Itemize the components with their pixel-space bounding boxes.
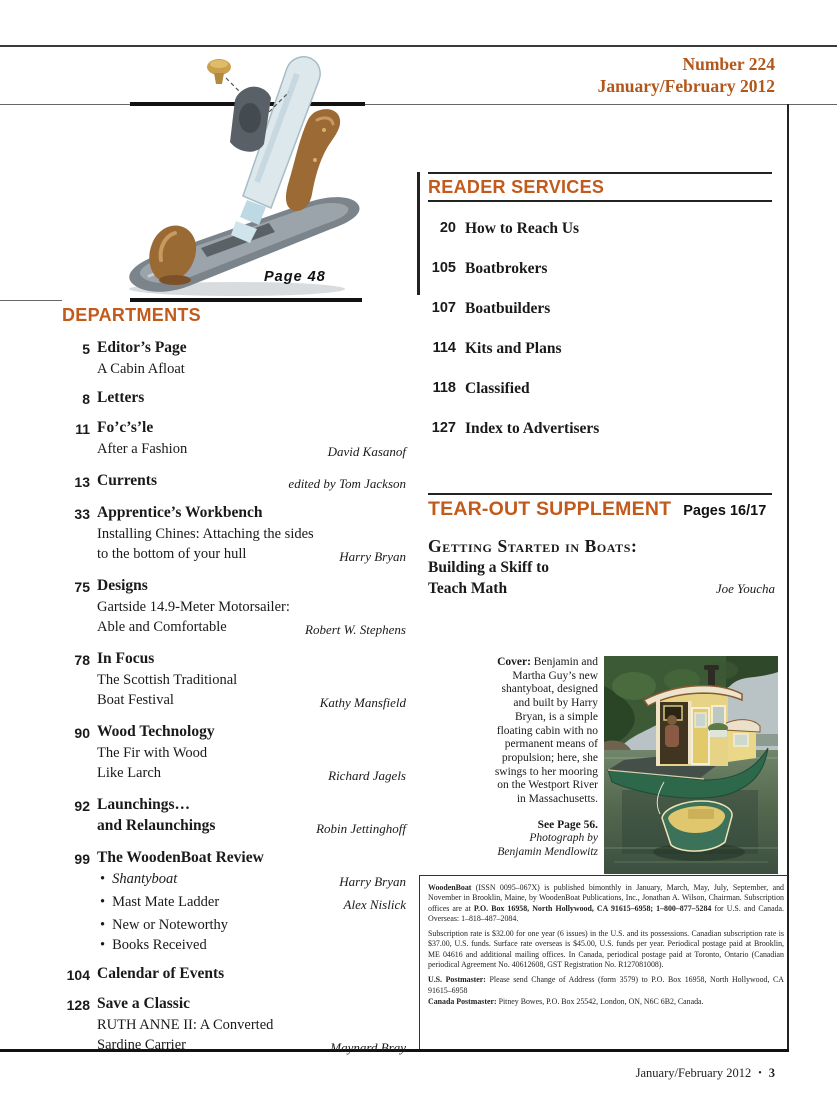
toc-item-title-row	[62, 722, 406, 743]
toc-item	[62, 848, 406, 955]
cover-see-page: See Page 56.	[537, 818, 598, 831]
toc-page-number: 104	[66, 967, 90, 983]
left-margin-rule	[0, 300, 62, 301]
toc-page-number: 13	[74, 474, 90, 490]
supplement-section	[428, 498, 775, 599]
issue-date: January/February 2012	[597, 76, 775, 96]
reader-services-title: Classified	[465, 380, 530, 397]
fine-print-paragraph	[428, 883, 784, 924]
toc-item-title: Editor’s Page	[97, 339, 187, 356]
toc-item-subtitle-row	[62, 743, 406, 763]
toc-item-author: Harry Bryan	[339, 549, 406, 564]
toc-item-subtitle-row	[62, 816, 406, 839]
toc-item	[62, 795, 406, 839]
reader-services-page-number: 127	[431, 420, 456, 436]
toc-item	[62, 649, 406, 713]
reader-services-item	[428, 220, 772, 237]
fine-print-top-rule	[419, 875, 788, 876]
supplement-pages: Pages 16/17	[683, 503, 767, 519]
toc-item-subtitle-row	[62, 1015, 406, 1035]
reader-services-heading: READER SERVICES	[428, 177, 605, 197]
toc-item-subtitle: The Fir with Wood	[97, 745, 208, 761]
toc-item	[62, 576, 406, 640]
toc-item	[62, 418, 406, 462]
fine-print-left-rule	[419, 875, 420, 1051]
toc-item-subtitle: Sardine Carrier	[97, 1037, 186, 1053]
cover-text-line: Cover: Benjamin and	[497, 656, 598, 668]
fine-print-text: (ISSN 0095–067X) is published bimonthly in January, March, May, July, September, and November in Brooklin, Maine, by WoodenBoat Publications, Inc., Jonathan A. Wilson, Chairman. Subscription offices are at	[428, 883, 784, 913]
fine-print-text: Canada Postmaster:	[428, 996, 497, 1006]
toc-item-author: Alex Nislick	[343, 897, 406, 912]
fine-print-paragraph	[428, 975, 784, 996]
cover-credit-line1: Photograph by	[529, 832, 598, 845]
toc-item-title-row	[62, 418, 406, 439]
cover-credit-line2: Benjamin Mendlowitz	[497, 846, 598, 859]
toc-item-subtitle: Installing Chines: Attaching the sides	[97, 526, 314, 542]
issue-header	[598, 53, 775, 97]
toc-item-title-row	[62, 795, 406, 816]
top-rule	[0, 45, 837, 47]
reader-services-title: Index to Advertisers	[465, 420, 600, 437]
toc-bullet-text: New or Noteworthy	[112, 917, 229, 933]
toc-page-number: 128	[66, 997, 90, 1013]
fine-print-text: Please send Change of Address (form 3579) to P.O. Box 16958, North Hollywood, CA 91615–6958	[428, 975, 784, 995]
toc-item-title: Currents	[97, 472, 157, 489]
toc-item-subtitle: After a Fashion	[97, 441, 188, 457]
toc-item	[62, 338, 406, 379]
page-footer	[636, 1066, 775, 1081]
supplement-top-rule	[428, 493, 772, 495]
toc-item-title: Fo’c’s’le	[97, 419, 154, 436]
toc-item	[62, 471, 406, 494]
toc-item-subtitle-row	[62, 439, 406, 462]
cover-description	[428, 656, 598, 860]
fine-print-paragraph	[428, 929, 784, 970]
toc-item-subtitle-row	[62, 763, 406, 786]
issue-number: Number 224	[682, 54, 775, 74]
toc-item-subtitle: Able and Comfortable	[97, 619, 227, 635]
supplement-title-row3	[428, 578, 775, 599]
toc-item-title: Launchings…	[97, 796, 191, 813]
toc-page-number: 11	[75, 421, 90, 437]
reader-services-title: How to Reach Us	[465, 220, 580, 237]
cover-text-line: floating cabin with no	[496, 724, 598, 737]
toc-item	[62, 964, 406, 985]
toc-item-title-row	[62, 994, 406, 1015]
toc-item-subtitle: A Cabin Afloat	[97, 361, 185, 377]
toc-page-number: 75	[74, 579, 90, 595]
footer-issue: January/February 2012	[635, 1066, 752, 1080]
toc-item-subtitle-row	[62, 597, 406, 617]
cover-text-line: Bryan, is a simple	[514, 710, 598, 723]
toc-item-title: The WoodenBoat Review	[97, 849, 264, 866]
toc-item-title: Letters	[97, 389, 145, 406]
toc-item-subtitle-row	[62, 670, 406, 690]
bullet-icon: •	[100, 917, 106, 933]
toc-item	[62, 994, 406, 1058]
toc-item-author: David Kasanof	[327, 444, 406, 459]
reader-services-bottom-rule	[428, 200, 772, 202]
fine-print-text: for U.S. and Canada. Overseas: 1–818–487–2084.	[428, 903, 784, 923]
toc-page-number: 90	[74, 725, 90, 741]
fine-print-text: P.O. Box 16958, North Hollywood, CA 91615–6958; 1–800–877–5284	[473, 903, 712, 913]
toc-review-bullet-row	[62, 915, 406, 935]
fine-print-paragraph	[428, 997, 784, 1007]
toc-item-author: Kathy Mansfield	[319, 695, 406, 710]
toc-item-author: Harry Bryan	[339, 874, 406, 889]
toc-bullet-text: Books Received	[112, 937, 207, 953]
toc-item-subtitle: RUTH ANNE II: A Converted	[97, 1017, 274, 1033]
illustration-caption: Page 48	[264, 269, 326, 285]
toc-item-title: Calendar of Events	[97, 965, 225, 982]
fine-print-text: U.S. Postmaster:	[428, 975, 486, 985]
fine-print	[428, 883, 784, 1007]
supplement-author: Joe Youcha	[715, 581, 775, 596]
toc-item-subtitle-row	[62, 544, 406, 567]
cover-text-line: permanent means of	[504, 738, 598, 751]
cover-text-line: Martha Guy’s new	[512, 669, 598, 682]
toc-item-author: Robin Jettinghoff	[316, 821, 406, 836]
toc-item-title-row	[62, 471, 406, 494]
toc-item-title: Save a Classic	[97, 995, 190, 1012]
reader-services-page-number: 114	[432, 340, 456, 356]
cover-text-line: on the Westport River	[497, 779, 598, 792]
toc-page-number: 92	[74, 798, 90, 814]
toc-item-subtitle-row	[62, 524, 406, 544]
bullet-icon: •	[100, 871, 106, 887]
toc-review-bullet-row	[62, 935, 406, 955]
reader-services-page-number: 107	[431, 300, 456, 316]
right-margin-rule	[787, 104, 789, 1051]
toc-page-number: 33	[74, 506, 90, 522]
toc-item-subtitle-row	[62, 359, 406, 379]
reader-services-list	[428, 220, 772, 460]
toc-item-title: Designs	[97, 577, 148, 594]
toc-item-subtitle: The Scottish Traditional	[97, 672, 238, 688]
cover-lines	[428, 656, 598, 807]
toc-page-number: 78	[74, 652, 90, 668]
toc-item-title-row	[62, 848, 406, 869]
supplement-heading-row	[428, 498, 775, 521]
toc-page-number: 5	[82, 341, 90, 357]
reader-services-item	[428, 420, 772, 437]
toc-item-author: edited by Tom Jackson	[288, 476, 406, 491]
cover-label: Cover:	[497, 656, 534, 668]
toc-item-title-row	[62, 649, 406, 670]
toc-item-title-row	[62, 388, 406, 409]
toc-item-author: Richard Jagels	[328, 768, 406, 783]
supplement-title-line2: Building a Skiff to	[428, 559, 550, 576]
toc-item-title-row	[62, 503, 406, 524]
reader-services-item	[428, 300, 772, 317]
toc-page-number: 99	[74, 851, 90, 867]
reader-services-item	[428, 380, 772, 397]
toc-item-title-row	[62, 338, 406, 359]
toc-item-subtitle: and Relaunchings	[97, 817, 216, 834]
toc-item-title: In Focus	[97, 650, 155, 667]
toc-item-title: Apprentice’s Workbench	[97, 504, 263, 521]
toc-item	[62, 503, 406, 567]
cover-text-line: swings to her mooring	[494, 765, 598, 778]
toc-item-author: Maynard Bray	[330, 1040, 406, 1055]
toc-review-bullet-row	[62, 869, 406, 892]
toc-bullet-text: Shantyboat	[112, 871, 178, 887]
toc-item	[62, 388, 406, 409]
fine-print-text: Subscription rate is $32.00 for one year (6 issues) in the U.S. and its possessions. Canadian subscription rate is $37.00, U.S. funds. Surface rate overseas is $45.00, U.S. funds per year. Periodical postage paid at Brooklin, ME 04616 and additional mailing offices. In Canada, periodical postage paid at Toronto, Ontario (Canadian periodical Agreement No. 40612608, GST Registration No. R127081008).	[428, 929, 784, 970]
toc-item-title-row	[62, 576, 406, 597]
bullet-icon: •	[100, 937, 106, 953]
toc-item-author: Robert W. Stephens	[305, 622, 406, 637]
reader-services-page-number: 105	[431, 260, 456, 276]
cover-text-line: and built by Harry	[513, 697, 598, 710]
toc-item	[62, 722, 406, 786]
departments-heading: DEPARTMENTS	[62, 305, 201, 325]
reader-services-item	[428, 260, 772, 277]
reader-services-page-number: 20	[439, 220, 456, 236]
column-divider-rule	[417, 172, 420, 295]
departments-list	[62, 338, 406, 1067]
cover-photo	[604, 656, 778, 874]
toc-review-bullet-row	[62, 892, 406, 915]
toc-item-subtitle-row	[62, 690, 406, 713]
supplement-heading: TEAR-OUT SUPPLEMENT	[428, 498, 672, 520]
toc-item-subtitle-row	[62, 617, 406, 640]
reader-services-title: Boatbuilders	[465, 300, 551, 317]
toc-item-subtitle: to the bottom of your hull	[97, 546, 247, 562]
supplement-title: Getting Started in Boats:	[428, 536, 638, 556]
reader-services-item	[428, 340, 772, 357]
bullet-icon: •	[100, 894, 106, 910]
reader-services-title: Kits and Plans	[465, 340, 562, 357]
toc-page-number: 8	[82, 391, 90, 407]
cover-text-line: propulsion; here, she	[501, 751, 598, 764]
reader-services-page-number: 118	[432, 380, 456, 396]
reader-services-title: Boatbrokers	[465, 260, 548, 277]
fine-print-text: Pitney Bowes, P.O. Box 25542, London, ON, N6C 6B2, Canada.	[496, 996, 704, 1006]
toc-bullet-text: Mast Mate Ladder	[112, 894, 220, 910]
cover-text-line: shantyboat, designed	[501, 683, 598, 696]
toc-item-subtitle: Boat Festival	[97, 692, 174, 708]
footer-page-number: 3	[768, 1066, 775, 1080]
toc-item-subtitle-row	[62, 1035, 406, 1058]
toc-item-title-row	[62, 964, 406, 985]
toc-item-title: Wood Technology	[97, 723, 215, 740]
supplement-title-line3: Teach Math	[428, 580, 508, 597]
cover-text-line: in Massachusetts.	[516, 793, 598, 806]
fine-print-text: WoodenBoat	[428, 883, 472, 892]
toc-item-subtitle: Gartside 14.9-Meter Motorsailer:	[97, 599, 290, 615]
toc-item-subtitle: Like Larch	[97, 765, 162, 781]
hand-plane-illustration	[118, 50, 370, 300]
reader-services-top-rule	[428, 172, 772, 174]
footer-bullet-icon: •	[758, 1068, 762, 1079]
